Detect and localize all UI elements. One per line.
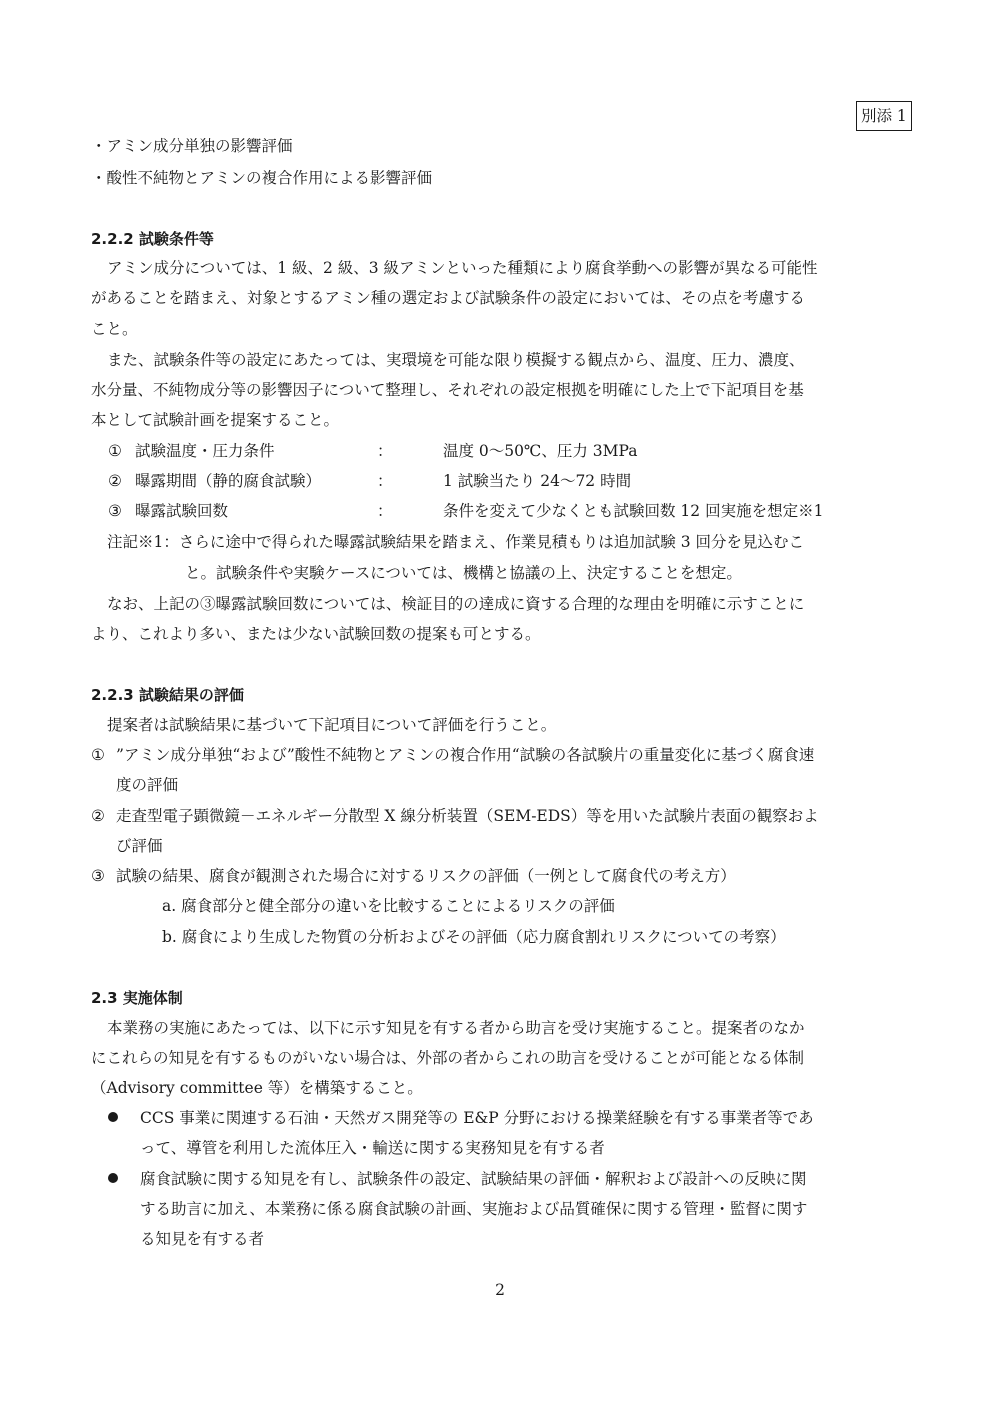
condition-number: ① bbox=[108, 442, 122, 460]
condition-label: 曝露期間（静的腐食試験） bbox=[135, 472, 322, 490]
bullet-icon bbox=[108, 1112, 118, 1122]
paragraph-line: （Advisory committee 等）を構築すること。 bbox=[91, 1079, 423, 1097]
bullet-line: 腐食試験に関する知見を有し、試験条件の設定、試験結果の評価・解釈および設計への反映に関 bbox=[140, 1170, 807, 1188]
item-line: 度の評価 bbox=[116, 776, 179, 794]
condition-colon: ： bbox=[377, 502, 393, 520]
condition-label: 曝露試験回数 bbox=[135, 502, 229, 520]
bullet-icon bbox=[108, 1173, 118, 1183]
condition-label: 試験温度・圧力条件 bbox=[135, 442, 275, 460]
note-line: 注記※1：さらに途中で得られた曝露試験結果を踏まえ、作業見積もりは追加試験 3 回分を見込むこ bbox=[107, 533, 805, 551]
paragraph-line: 提案者は試験結果に基づいて下記項目について評価を行うこと。 bbox=[107, 716, 557, 734]
item-number: ① bbox=[91, 746, 105, 764]
item-line: 走査型電子顕微鏡－エネルギー分散型 X 線分析装置（SEM-EDS）等を用いた試験片表面の観察およ bbox=[116, 807, 819, 825]
paragraph-line: 本として試験計画を提案すること。 bbox=[91, 411, 340, 429]
condition-number: ③ bbox=[108, 502, 122, 520]
item-line: 試験の結果、腐食が観測された場合に対するリスクの評価（一例として腐食代の考え方） bbox=[116, 867, 736, 885]
paragraph-line: なお、上記の③曝露試験回数については、検証目的の達成に資する合理的な理由を明確に示すことに bbox=[107, 595, 805, 613]
sub-item: b. 腐食により生成した物質の分析およびその評価（応力腐食割れリスクについての考察） bbox=[162, 928, 786, 946]
section-heading-2-2-2: 2.2.2 試験条件等 bbox=[91, 230, 214, 248]
condition-value: 温度 0〜50℃、圧力 3MPa bbox=[443, 442, 638, 460]
intro-bullet: ・酸性不純物とアミンの複合作用による影響評価 bbox=[91, 169, 433, 187]
paragraph-line: また、試験条件等の設定にあたっては、実環境を可能な限り模擬する観点から、温度、圧力、濃度、 bbox=[107, 351, 805, 369]
note-line: と。試験条件や実験ケースについては、機構と協議の上、決定することを想定。 bbox=[185, 564, 742, 582]
section-heading-2-2-3: 2.2.3 試験結果の評価 bbox=[91, 686, 244, 704]
paragraph-line: があることを踏まえ、対象とするアミン種の選定および試験条件の設定においては、その点を考慮する bbox=[91, 289, 805, 307]
sub-item: a. 腐食部分と健全部分の違いを比較することによるリスクの評価 bbox=[162, 897, 615, 915]
condition-value: 1 試験当たり 24〜72 時間 bbox=[443, 472, 632, 490]
bullet-line: CCS 事業に関連する石油・天然ガス開発等の E&P 分野における操業経験を有する事業者等であ bbox=[140, 1109, 814, 1127]
item-number: ③ bbox=[91, 867, 105, 885]
condition-value: 条件を変えて少なくとも試験回数 12 回実施を想定※1 bbox=[443, 502, 824, 520]
page-number: 2 bbox=[495, 1281, 505, 1299]
intro-bullet: ・アミン成分単独の影響評価 bbox=[91, 137, 293, 155]
paragraph-line: 水分量、不純物成分等の影響因子について整理し、それぞれの設定根拠を明確にした上で下記項目を基 bbox=[91, 381, 804, 399]
paragraph-line: アミン成分については、1 級、2 級、3 級アミンといった種類により腐食挙動への影響が異なる可能性 bbox=[107, 259, 818, 277]
condition-number: ② bbox=[108, 472, 122, 490]
paragraph-line: こと。 bbox=[91, 320, 138, 338]
paragraph-line: 本業務の実施にあたっては、以下に示す知見を有する者から助言を受け実施すること。提案者のなか bbox=[107, 1019, 805, 1037]
attachment-label: 別添 1 bbox=[856, 101, 912, 131]
condition-colon: ： bbox=[377, 472, 393, 490]
condition-colon: ： bbox=[377, 442, 393, 460]
paragraph-line: にこれらの知見を有するものがいない場合は、外部の者からこれの助言を受けることが可能となる体制 bbox=[91, 1049, 805, 1067]
paragraph-line: より、これより多い、または少ない試験回数の提案も可とする。 bbox=[91, 625, 541, 643]
item-line: ”アミン成分単独“および”酸性不純物とアミンの複合作用“試験の各試験片の重量変化に基づく腐食速 bbox=[116, 746, 815, 764]
bullet-line: する助言に加え、本業務に係る腐食試験の計画、実施および品質確保に関する管理・監督に関す bbox=[140, 1200, 808, 1218]
item-line: び評価 bbox=[116, 837, 163, 855]
bullet-line: る知見を有する者 bbox=[140, 1230, 265, 1248]
bullet-line: って、導管を利用した流体圧入・輸送に関する実務知見を有する者 bbox=[140, 1139, 605, 1157]
section-heading-2-3: 2.3 実施体制 bbox=[91, 989, 183, 1007]
item-number: ② bbox=[91, 807, 105, 825]
